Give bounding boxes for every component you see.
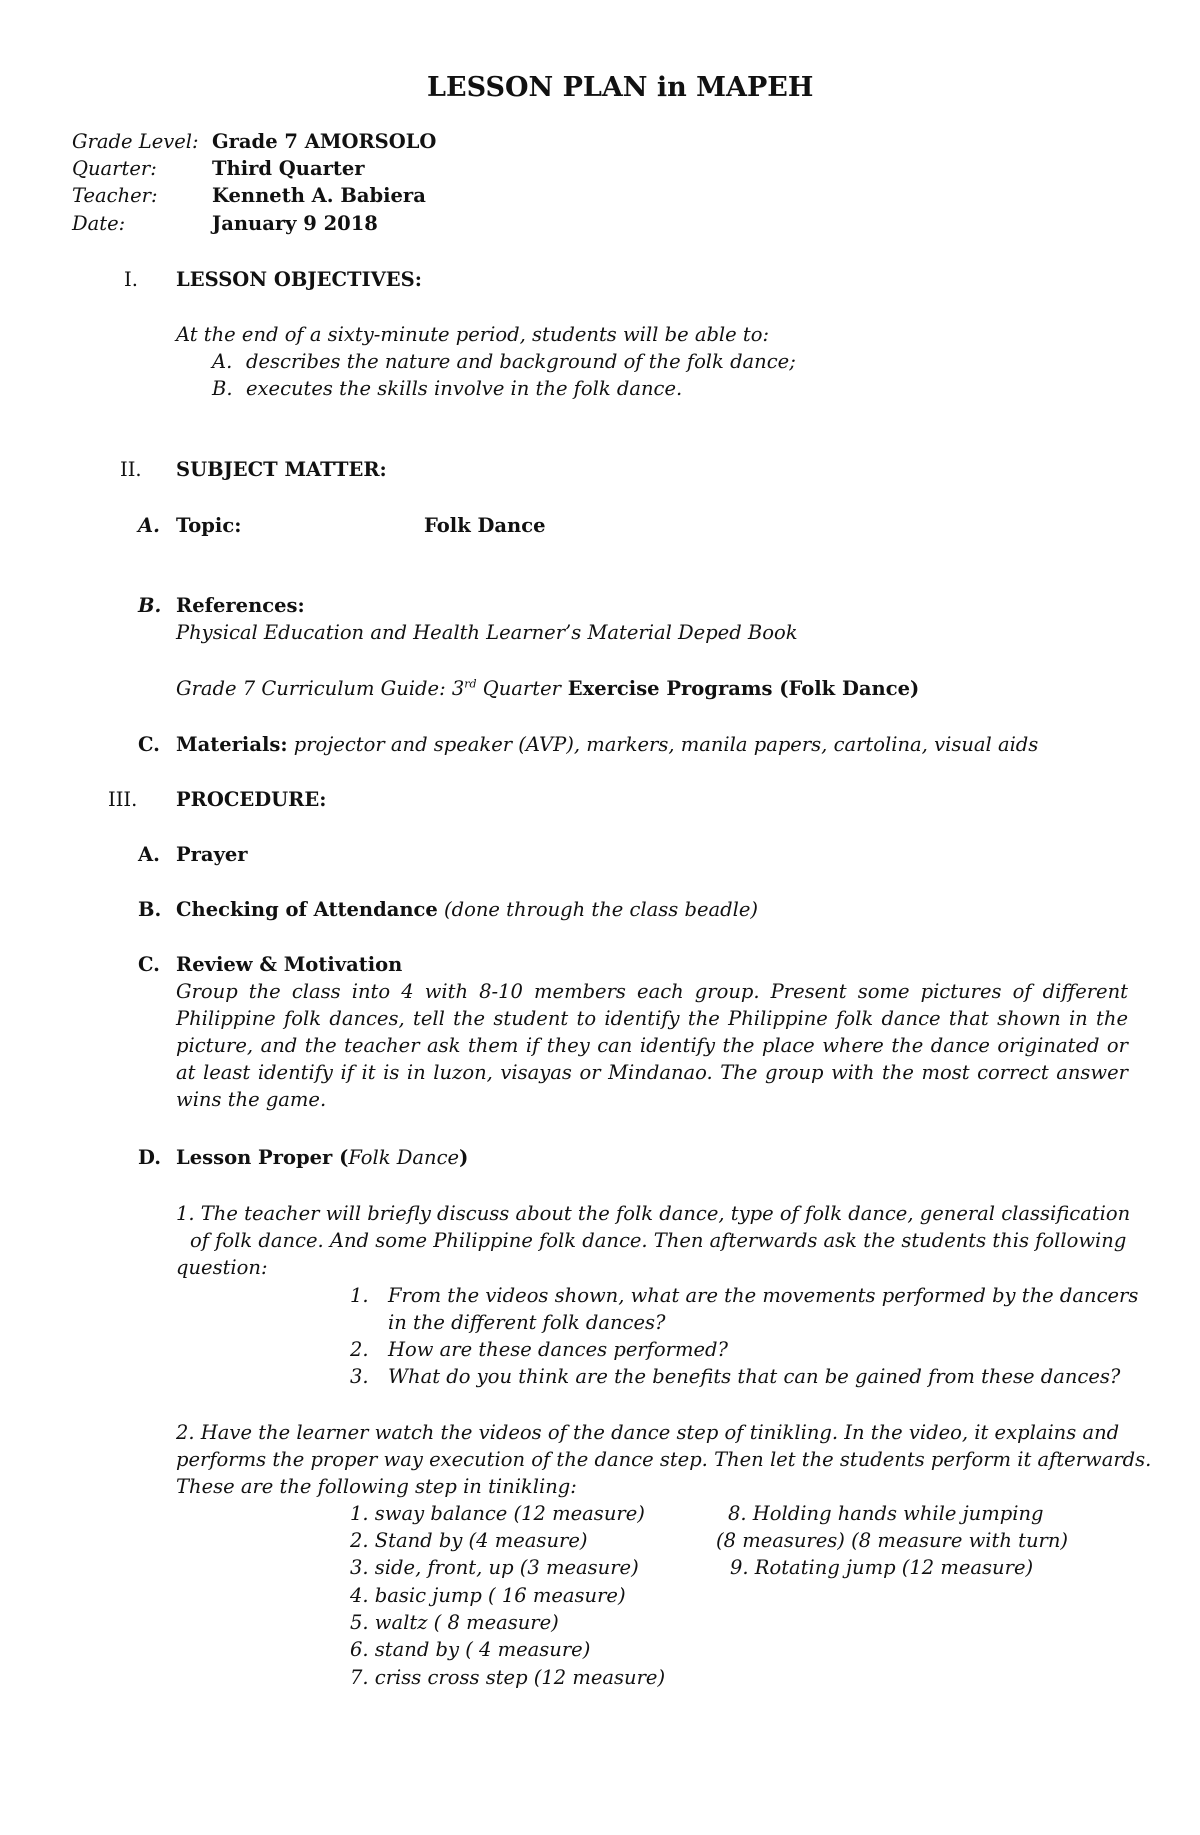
references-label: References:: [176, 594, 305, 617]
lesson-proper-line: [176, 1144, 468, 1171]
grade-level-value: Grade 7 AMORSOLO: [212, 130, 437, 153]
question-1-number: 1.: [350, 1284, 369, 1307]
section-number-1: I.: [124, 268, 138, 291]
proper-p2-line1: 2. Have the learner watch the videos of the dance step of tinikling. In the video, it explains and: [176, 1421, 1120, 1444]
lesson-proper-letter: D.: [138, 1146, 162, 1169]
section-number-2: II.: [120, 458, 142, 481]
review-paragraph: Group the class into 4 with 8-10 members each group. Present some pictures of different Philippine folk dances, tell the student to identify the Philippine folk dance that shown in the picture, and the teacher ask them if they can identify the place where the dance originated or at least identify if it is in luzon, visayas or Mindanao. The group with the most correct answer wins the game.: [176, 980, 1128, 1111]
reference-line-2-sup: rd: [464, 677, 477, 691]
date-label: Date:: [72, 212, 126, 235]
objective-b-label: B.: [212, 377, 233, 400]
materials-letter: C.: [138, 733, 160, 756]
lesson-proper-label: Lesson Proper: [176, 1146, 333, 1169]
step-item: 6. stand by ( 4 measure): [350, 1638, 591, 1661]
materials-label: Materials:: [176, 733, 288, 756]
page-title: LESSON PLAN in MAPEH: [427, 72, 814, 103]
review-letter: C.: [138, 953, 160, 976]
step-item: 4. basic jump ( 16 measure): [350, 1584, 626, 1607]
subject-heading: SUBJECT MATTER:: [176, 458, 387, 481]
question-3-line1: What do you think are the benefits that can be gained from these dances?: [388, 1365, 1121, 1388]
step-item: 7. criss cross step (12 measure): [350, 1666, 666, 1689]
objective-b-text: executes the skills involve in the folk dance.: [246, 377, 683, 400]
objective-a-text: describes the nature and background of the folk dance;: [246, 350, 796, 373]
objectives-intro: At the end of a sixty-minute period, students will be able to:: [176, 323, 770, 346]
step-item: 3. side, front, up (3 measure): [350, 1556, 639, 1579]
reference-line-2-bold: Exercise Programs (Folk Dance): [560, 677, 920, 700]
reference-line-1: Physical Education and Health Learner’s Material Deped Book: [176, 621, 798, 644]
question-1-line2: in the different folk dances?: [388, 1311, 666, 1334]
attendance-note: (done through the class beadle): [437, 898, 759, 921]
review-label: Review & Motivation: [176, 953, 403, 976]
attendance-letter: B.: [138, 898, 162, 921]
quarter-label: Quarter:: [72, 157, 157, 180]
attendance-label: Checking of Attendance: [176, 898, 438, 921]
section-number-3: III.: [108, 788, 138, 811]
reference-line-2-quarter: Quarter: [476, 677, 561, 700]
teacher-value: Kenneth A. Babiera: [212, 184, 426, 207]
teacher-label: Teacher:: [72, 184, 158, 207]
proper-p1-line1: 1. The teacher will briefly discuss about the folk dance, type of folk dance, general classification: [176, 1202, 1131, 1225]
proper-p1-line3: question:: [176, 1256, 268, 1279]
materials-line: [176, 731, 1038, 758]
references-letter: B.: [138, 594, 162, 617]
prayer-letter: A.: [138, 843, 160, 866]
procedure-heading: PROCEDURE:: [176, 788, 327, 811]
lesson-proper-paren-open: (: [332, 1146, 349, 1169]
proper-p2-line2: performs the proper way execution of the dance step. Then let the students perform it afterwards.: [176, 1448, 1152, 1471]
step-item: 1. sway balance (12 measure): [350, 1502, 645, 1525]
question-3-number: 3.: [350, 1365, 369, 1388]
grade-level-label: Grade Level:: [72, 130, 199, 153]
step-item: 9. Rotating jump (12 measure): [730, 1556, 1034, 1579]
objectives-heading: LESSON OBJECTIVES:: [176, 268, 422, 291]
question-2-number: 2.: [350, 1338, 369, 1361]
proper-p2-line3: These are the following step in tinikling:: [176, 1475, 577, 1498]
date-value: January 9 2018: [212, 212, 378, 235]
topic-label: Topic:: [176, 514, 242, 537]
lesson-proper-paren-close: ): [459, 1146, 469, 1169]
question-2-line1: How are these dances performed?: [388, 1338, 728, 1361]
step-item: 2. Stand by (4 measure): [350, 1529, 588, 1552]
objective-a-label: A.: [212, 350, 233, 373]
quarter-value: Third Quarter: [212, 157, 365, 180]
proper-p1-line2: of folk dance. And some Philippine folk dance. Then afterwards ask the students this following: [190, 1229, 1127, 1252]
step-item: (8 measures) (8 measure with turn): [716, 1529, 1069, 1552]
question-1-line1: From the videos shown, what are the movements performed by the dancers: [388, 1284, 1139, 1307]
prayer-label: Prayer: [176, 843, 248, 866]
lesson-proper-sub: Folk Dance: [348, 1146, 460, 1169]
reference-line-2: [176, 675, 919, 702]
attendance-line: [176, 896, 758, 923]
topic-value: Folk Dance: [424, 514, 546, 537]
reference-line-2-text: Grade 7 Curriculum Guide: 3: [176, 677, 465, 700]
topic-letter: A.: [138, 514, 160, 537]
step-item: 5. waltz ( 8 measure): [350, 1611, 559, 1634]
step-item: 8. Holding hands while jumping: [728, 1502, 1044, 1525]
materials-value: projector and speaker (AVP), markers, manila papers, cartolina, visual aids: [287, 733, 1039, 756]
